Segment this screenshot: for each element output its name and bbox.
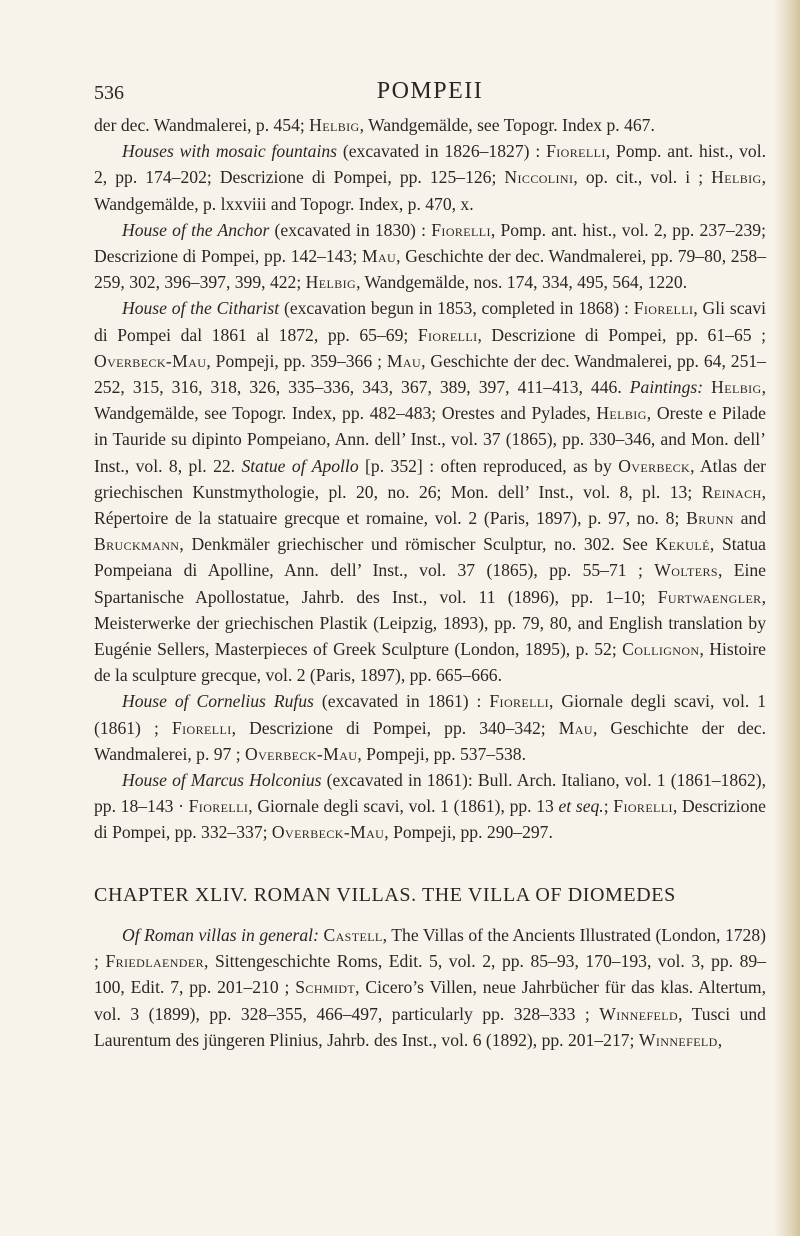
author-name: Kekulé: [655, 534, 710, 555]
author-name: Mau: [361, 246, 397, 267]
author-name: Winnefeld: [599, 1003, 679, 1024]
author-name: Brunn: [686, 508, 734, 529]
entry-text: , Pompeji, pp. 359–366 ;: [206, 350, 387, 371]
author-name: Fiorelli: [188, 796, 249, 817]
author-name: Overbeck-Mau: [94, 350, 207, 371]
bibliography-entry: [94, 138, 766, 217]
author-name: Helbig: [305, 272, 357, 293]
author-name: Bruckmann: [94, 534, 180, 555]
entry-text: , Statua Pompeiana di Apolline, Ann. dell’ Inst., vol. 37 (1865), pp. 55–71 ;: [94, 534, 766, 581]
entry-title: House of Marcus Holconius: [122, 770, 322, 791]
author-name: Collignon: [622, 639, 700, 660]
author-name: Helbig: [711, 167, 762, 188]
entry-text: , op. cit., vol. i ;: [573, 167, 712, 188]
entry-title: House of Cornelius Rufus: [122, 691, 314, 712]
entry-title: et seq.: [558, 796, 604, 817]
entry-text: , Descrizione di Pompei, pp. 332–337;: [94, 796, 766, 843]
author-name: Fiorelli: [613, 796, 673, 817]
chapter-heading: CHAPTER XLIV. ROMAN VILLAS. THE VILLA OF DIOMEDES: [94, 883, 676, 906]
entry-text: , Eine Spartanische Apollostatue, Jahrb. des Inst., vol. 11 (1896), pp. 1–10;: [94, 560, 766, 607]
entry-text: , Wandgemälde, see Topogr. Index, pp. 482–483; Orestes and Pylades,: [94, 377, 766, 424]
author-name: Fiorelli: [633, 298, 694, 319]
entry-text: , Pompeji, pp. 290–297.: [384, 822, 553, 843]
entry-text: (excavated in 1861) :: [313, 691, 490, 712]
entry-text: , Geschichte der dec. Wandmalerei, pp. 79–80, 258–259, 302, 396–397, 399, 422;: [94, 246, 766, 293]
entry-title: Paintings:: [629, 377, 704, 398]
author-name: Fiorelli: [431, 219, 491, 240]
entry-title: House of the Anchor: [122, 219, 270, 240]
entry-text: , Wandgemälde, nos. 174, 334, 495, 564, 1220.: [356, 272, 688, 293]
bibliography-entry: [94, 688, 766, 767]
entry-text: , Sittengeschichte Roms, Edit. 5, vol. 2, pp. 85–93, 170–193, vol. 3, pp. 89–100, Edit. 7, pp. 201–210 ;: [94, 951, 766, 998]
author-name: Niccolini: [504, 167, 574, 188]
author-name: Reinach: [701, 481, 762, 502]
entry-title: House of the Citharist: [122, 298, 280, 319]
entry-text: [p. 352] : often reproduced, as by: [358, 455, 619, 476]
entry-text: , Giornale degli scavi, vol. 1 (1861) ;: [94, 691, 766, 738]
author-name: Furtwaengler: [657, 586, 762, 607]
chapter-bibliography-entries: [94, 922, 766, 1053]
entry-title: Of Roman villas in general:: [122, 924, 319, 945]
entry-text: [703, 377, 711, 397]
author-name: Helbig: [596, 403, 647, 424]
author-name: Fiorelli: [171, 717, 232, 738]
bibliography-entry: [94, 112, 766, 138]
entry-text: , Wandgemälde, see Topogr. Index p. 467.: [359, 115, 655, 135]
entry-text: , Meisterwerke der griechischen Plastik (Leipzig, 1893), pp. 79, 80, and English translation by Eugénie Sellers, Masterpieces of Greek Sculpture (London, 1895), p. 52;: [94, 586, 766, 660]
author-name: Helbig: [309, 115, 360, 135]
entry-text: , Geschichte der dec. Wandmalerei, p. 97 ;: [94, 717, 767, 764]
entry-text: and: [733, 508, 766, 529]
entry-text: ;: [603, 796, 614, 817]
entry-text: (excavation begun in 1853, completed in 1868) :: [279, 298, 634, 319]
author-name: Castell: [323, 924, 383, 945]
author-name: Fiorelli: [489, 691, 549, 712]
entry-title: Statue of Apollo: [241, 455, 359, 476]
entry-text: , Cicero’s Villen, neue Jahrbücher für das klas. Altertum, vol. 3 (1899), pp. 328–355, 466–497, particularly pp. 328–333 ;: [94, 977, 766, 1024]
author-name: Helbig: [711, 377, 762, 398]
entry-text: (excavated in 1826–1827) :: [337, 141, 547, 162]
author-name: Winnefeld: [638, 1029, 718, 1050]
author-name: Overbeck-Mau: [245, 743, 358, 764]
book-page: [94, 0, 766, 1053]
entry-text: , Histoire de la sculpture grecque, vol. 2 (Paris, 1897), pp. 665–666.: [94, 639, 766, 686]
entry-text: , Oreste e Pilade in Tauride su dipinto Pompeiano, Ann. dell’ Inst., vol. 37 (1865), pp. 330–346, and Mon. dell’ Inst., vol. 8, pl. 22.: [94, 403, 766, 476]
entry-text: (excavated in 1861): Bull. Arch. Italiano, vol. 1 (1861–1862), pp. 18–143 ·: [94, 770, 766, 817]
entry-text: , Descrizione di Pompei, pp. 61–65 ;: [477, 324, 767, 345]
entry-title: Houses with mosaic fountains: [122, 141, 338, 162]
entry-text: , Répertoire de la statuaire grecque et romaine, vol. 2 (Paris, 1897), p. 97, no. 8;: [94, 481, 766, 529]
author-name: Wolters: [654, 560, 718, 581]
page-title: POMPEII: [376, 78, 484, 104]
entry-text: , Pompeji, pp. 537–538.: [357, 743, 526, 764]
bibliography-text: [94, 112, 766, 1053]
entry-text: (excavated in 1830) :: [269, 219, 432, 240]
bibliography-entry: [94, 295, 766, 688]
bibliography-entry: [94, 922, 766, 1053]
author-name: Friedlaender: [105, 951, 205, 972]
bibliography-entries: [94, 112, 766, 846]
author-name: Mau: [558, 717, 593, 738]
entry-text: , Atlas der griechischen Kunstmythologie, pl. 20, no. 26; Mon. dell’ Inst., vol. 8, pl. 13;: [94, 455, 766, 502]
author-name: Fiorelli: [546, 141, 606, 162]
entry-text: , Pomp. ant. hist., vol. 2, pp. 237–239; Descrizione di Pompei, pp. 142–143;: [94, 219, 766, 267]
page-edge-shadow: [774, 0, 800, 1236]
entry-text: , Gli scavi di Pompei dal 1861 al 1872, pp. 65–69;: [94, 298, 767, 345]
running-head: [94, 0, 766, 112]
entry-text: , The Villas of the Ancients Illustrated (London, 1728) ;: [94, 924, 767, 972]
author-name: Fiorelli: [417, 324, 478, 345]
bibliography-entry: [94, 767, 766, 846]
entry-text: , Descrizione di Pompei, pp. 340–342;: [231, 717, 559, 738]
page-number: 536: [94, 82, 124, 104]
entry-text: , Geschichte der dec. Wandmalerei, pp. 64, 251–252, 315, 316, 318, 326, 335–336, 343, 367, 389, 397, 411–413, 446.: [94, 350, 766, 398]
author-name: Schmidt: [295, 977, 356, 998]
entry-text: , Denkmäler griechischer und römischer Sculptur, no. 302. See: [179, 534, 656, 555]
entry-text: , Tusci und Laurentum des jüngeren Plinius, Jahrb. des Inst., vol. 6 (1892), pp. 201–217;: [94, 1003, 766, 1050]
entry-text: , Giornale degli scavi, vol. 1 (1861), pp. 13: [248, 796, 559, 817]
author-name: Overbeck-Mau: [271, 822, 385, 843]
entry-text: , Wandgemälde, p. lxxviii and Topogr. Index, p. 470, x.: [94, 167, 766, 214]
entry-text: , Pomp. ant. hist., vol. 2, pp. 174–202; Descrizione di Pompei, pp. 125–126;: [94, 141, 766, 188]
author-name: Overbeck: [618, 455, 691, 476]
author-name: Mau: [386, 350, 422, 371]
entry-text: ,: [717, 1029, 723, 1050]
entry-text: der dec. Wandmalerei, p. 454;: [94, 115, 310, 135]
bibliography-entry: [94, 217, 766, 296]
